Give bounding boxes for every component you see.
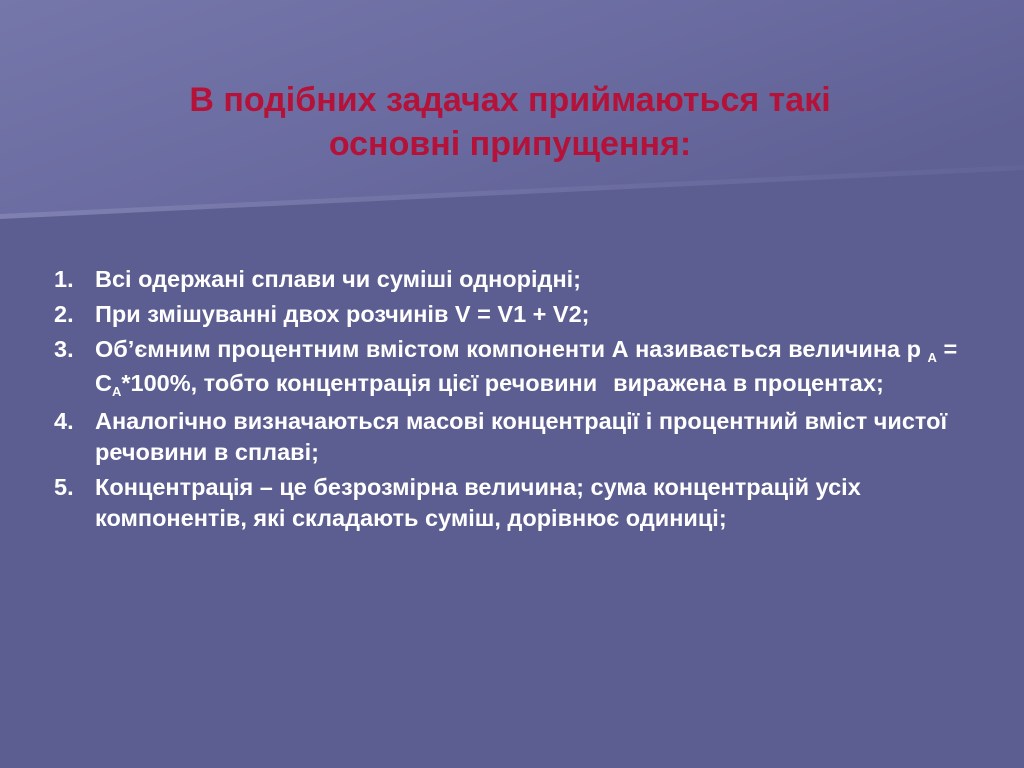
title-line-1: В подібних задачах приймаються такі — [189, 81, 831, 119]
item-text — [95, 334, 974, 402]
subscript: А — [111, 384, 122, 399]
item-number: 5. — [54, 474, 74, 500]
item-text: Концентрація – це безрозмірна величина; сума концентрацій усіх компонентів, які складають суміш, дорівнює одиниці; — [95, 474, 861, 531]
item-text-part: = С — [95, 336, 958, 396]
item-text-part: виражена в процентах; — [613, 370, 884, 396]
title-line-2: основні припущення: — [328, 125, 692, 163]
subscript: А — [927, 350, 937, 365]
item-number: 2. — [54, 301, 74, 327]
list-item-1 — [54, 264, 974, 295]
item-text-part: *100%, тобто концентрація цієї речовини — [121, 370, 598, 396]
item-text: Аналогічно визначаються масові концентрації і процентний вміст чистої речовини в сплаві; — [95, 408, 948, 465]
list-item-3 — [54, 334, 974, 402]
slide-title — [60, 78, 960, 166]
item-number: 1. — [54, 266, 74, 292]
item-text: При змішуванні двох розчинів V = V1 + V2; — [95, 301, 590, 327]
list-item-5 — [54, 472, 974, 534]
list-item-2 — [54, 299, 974, 330]
item-number: 4. — [54, 408, 74, 434]
assumptions-list — [54, 264, 974, 538]
list-item-4 — [54, 406, 974, 468]
item-number: 3. — [54, 336, 74, 362]
item-text-part: Об’ємним процентним вмістом компоненти А називається величина р — [95, 336, 928, 362]
item-text: Всі одержані сплави чи суміші однорідні; — [95, 266, 581, 292]
